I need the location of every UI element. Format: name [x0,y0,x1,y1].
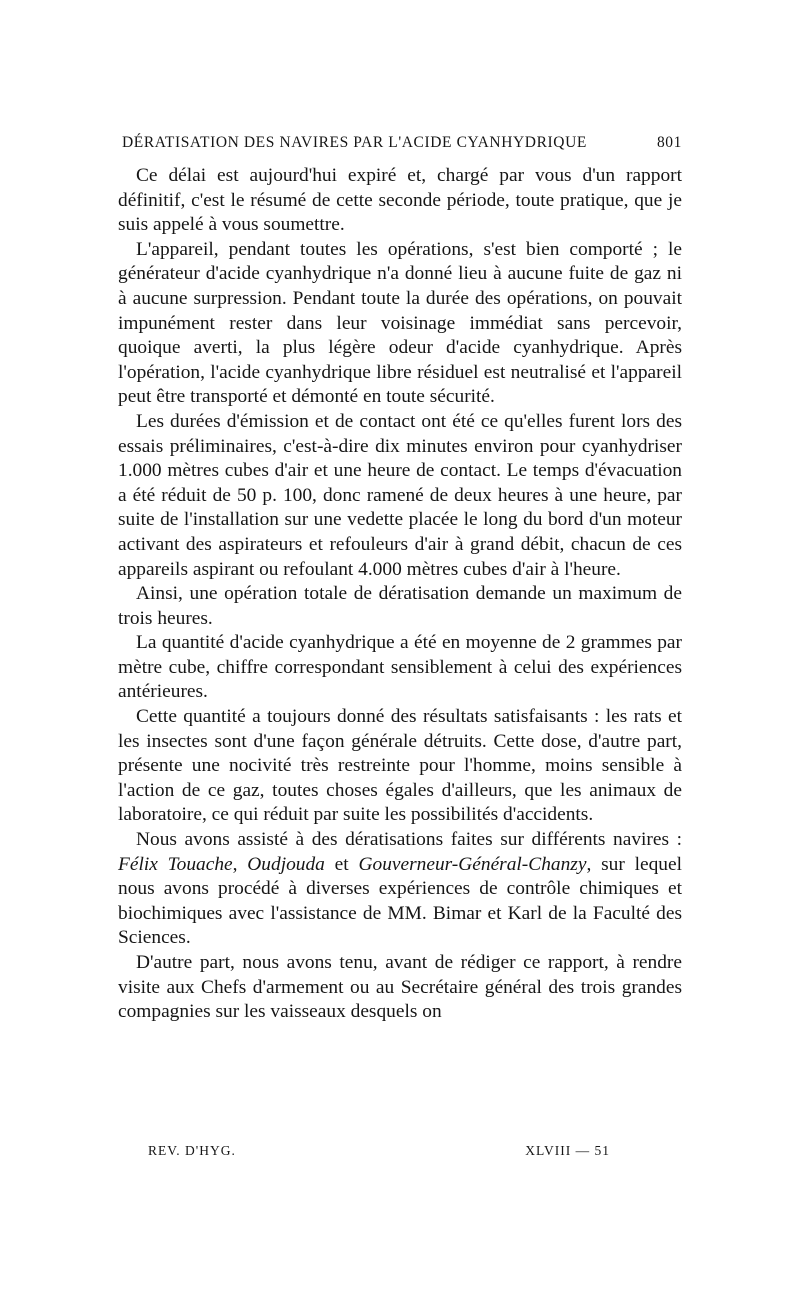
paragraph-4: Ainsi, une opération totale de dératisation demande un maximum de trois heures. [118,583,682,629]
body-text [118,164,682,1025]
journal-abbreviation: REV. D'HYG. [148,1143,236,1158]
paragraph-7 [118,828,682,951]
paragraph-1: Ce délai est aujourd'hui expiré et, chargé par vous d'un rapport définitif, c'est le résumé de cette seconde période, toute pratique, que je suis appelé à vous soumettre. [118,165,682,236]
paragraph-2: L'appareil, pendant toutes les opérations, s'est bien comporté ; le générateur d'acide cyanhydrique n'a donné lieu à aucune fuite de gaz ni à aucune surpression. Pendant toute la durée des opérations, on pouvait impunément rester dans leur voisinage immédiat sans percevoir, quoique averti, la plus légère odeur d'acide cyanhydrique. Après l'opération, l'acide cyanhydrique libre résiduel est neutralisé et l'appareil peut être transporté et démonté en toute sécurité. [118,238,682,408]
page [118,132,682,1025]
paragraph-7-part-a: Nous avons assisté à des dératisations faites sur différents navires : [136,829,682,851]
paragraph-7-part-d: , sur lequel nous avons procédé à diverses expériences de contrôle chimiques et biochimiques avec l'assistance de MM. Bimar et Karl de la Faculté des Sciences. [118,853,682,949]
page-number: 801 [656,134,682,151]
ship-name-oudjouda: Oudjouda [247,853,325,875]
paragraph-7-part-b: , [232,853,248,875]
paragraph-3: Les durées d'émission et de contact ont été ce qu'elles furent lors des essais préliminaires, c'est-à-dire dix minutes environ pour cyanhydriser 1.000 mètres cubes d'air et une heure de contact. Le temps d'évacuation a été réduit de 50 p. 100, donc ramené de deux heures à une heure, par suite de l'installation sur une vedette placée le long du bord d'un moteur activant des aspirateurs et refouleurs d'air à grand débit, chacun de ces appareils aspirant ou refoulant 4.000 mètres cubes d'air à l'heure. [118,410,682,580]
page-footer [148,1143,618,1159]
ship-name-gouverneur-general-chanzy: Gouverneur-Général-Chanzy [358,853,587,875]
paragraph-8: D'autre part, nous avons tenu, avant de rédiger ce rapport, à rendre visite aux Chefs d'armement ou au Secrétaire général des trois grandes compagnies sur les vaisseaux desquels on [118,952,682,1023]
paragraph-5: La quantité d'acide cyanhydrique a été en moyenne de 2 grammes par mètre cube, chiffre correspondant sensiblement à celui des expériences antérieures. [118,632,682,703]
running-title: DÉRATISATION DES NAVIRES PAR L'ACIDE CYANHYDRIQUE [122,134,587,151]
running-head [118,132,682,154]
paragraph-7-part-c: et [324,853,359,875]
ship-name-felix-touache: Félix Touache [118,853,233,875]
paragraph-6: Cette quantité a toujours donné des résultats satisfaisants : les rats et les insectes sont d'une façon générale détruits. Cette dose, d'autre part, présente une nocivité très restreinte pour l'homme, moins sensible à l'action de ce gaz, toutes choses égales d'ailleurs, que les animaux de laboratoire, ce qui réduit par suite les possibilités d'accidents. [118,706,682,826]
signature-mark: XLVIII — 51 [525,1143,610,1158]
